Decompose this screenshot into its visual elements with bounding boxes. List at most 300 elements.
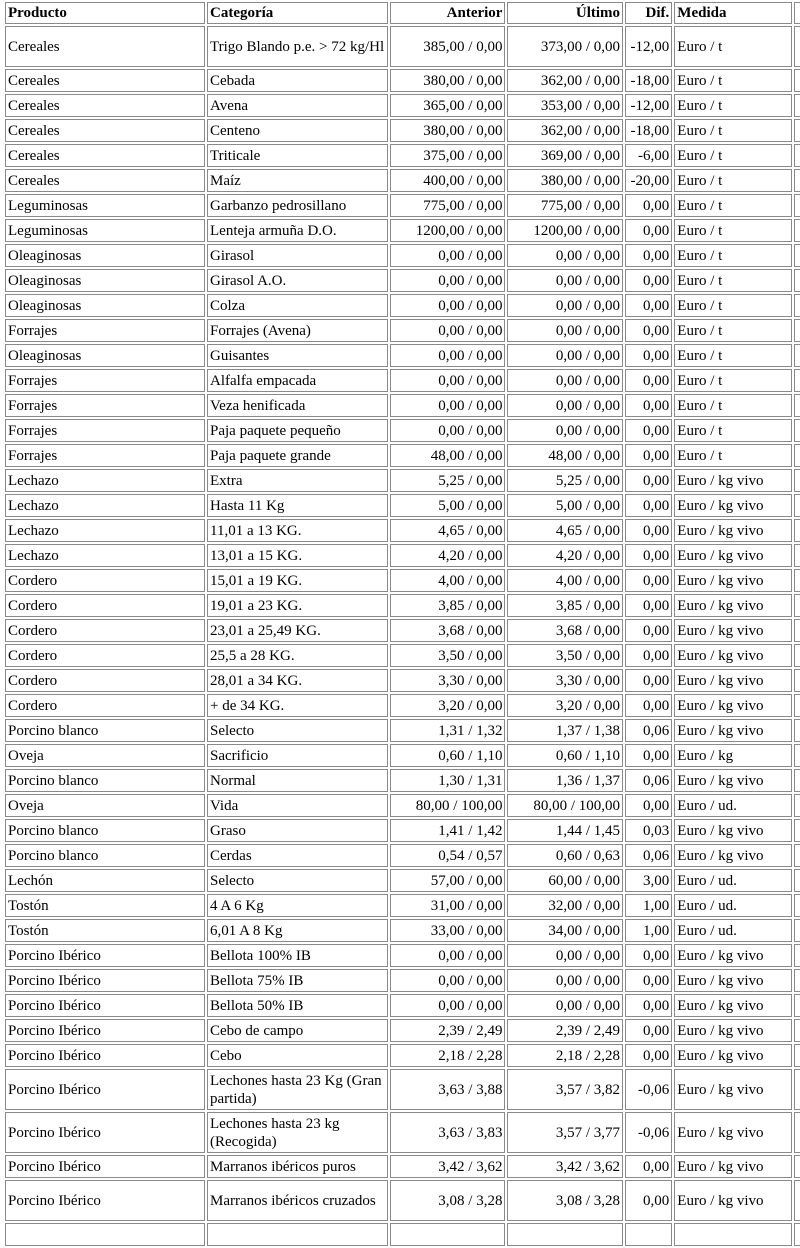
cell-dif: -12,00 — [625, 26, 672, 67]
cell-ultimo: 0,00 / 0,00 — [507, 994, 623, 1017]
cell-medida: Euro / kg vivo — [674, 944, 792, 967]
cell-categoria: Maíz — [207, 169, 388, 192]
table-row — [5, 694, 800, 717]
cell-medida — [674, 1223, 792, 1246]
cell-categoria: Triticale — [207, 144, 388, 167]
cell-anterior: 2,39 / 2,49 — [390, 1019, 506, 1042]
cell-medida: Euro / kg vivo — [674, 1155, 792, 1178]
cell-ultimo: 2,18 / 2,28 — [507, 1044, 623, 1067]
cell-extra — [794, 869, 800, 892]
cell-medida: Euro / kg vivo — [674, 719, 792, 742]
cell-anterior: 1200,00 / 0,00 — [390, 219, 506, 242]
cell-medida: Euro / t — [674, 94, 792, 117]
cell-extra — [794, 494, 800, 517]
cell-medida: Euro / kg vivo — [674, 544, 792, 567]
cell-producto: Leguminosas — [5, 194, 205, 217]
cell-dif: 0,00 — [625, 1180, 672, 1221]
cell-producto: Cereales — [5, 69, 205, 92]
cell-dif: 0,00 — [625, 419, 672, 442]
cell-categoria: Hasta 11 Kg — [207, 494, 388, 517]
cell-categoria: Guisantes — [207, 344, 388, 367]
cell-categoria: 13,01 a 15 KG. — [207, 544, 388, 567]
cell-producto: Porcino Ibérico — [5, 1155, 205, 1178]
cell-dif: 0,00 — [625, 444, 672, 467]
cell-extra — [794, 519, 800, 542]
cell-categoria: Avena — [207, 94, 388, 117]
cell-medida: Euro / t — [674, 419, 792, 442]
table-row — [5, 319, 800, 342]
cell-dif: -20,00 — [625, 169, 672, 192]
cell-categoria: 11,01 a 13 KG. — [207, 519, 388, 542]
cell-producto: Tostón — [5, 894, 205, 917]
table-row — [5, 444, 800, 467]
cell-anterior: 57,00 / 0,00 — [390, 869, 506, 892]
cell-ultimo: 3,57 / 3,82 — [507, 1069, 623, 1110]
cell-dif: 0,00 — [625, 469, 672, 492]
cell-medida: Euro / t — [674, 144, 792, 167]
table-row — [5, 119, 800, 142]
cell-producto: Cordero — [5, 694, 205, 717]
cell-producto: Porcino blanco — [5, 769, 205, 792]
cell-extra — [794, 594, 800, 617]
cell-ultimo: 1,44 / 1,45 — [507, 819, 623, 842]
cell-anterior: 375,00 / 0,00 — [390, 144, 506, 167]
table-row — [5, 144, 800, 167]
header-ultimo: Último — [507, 2, 623, 24]
cell-dif: 0,00 — [625, 694, 672, 717]
cell-categoria: Cebo — [207, 1044, 388, 1067]
header-medida: Medida — [674, 2, 792, 24]
cell-ultimo: 3,42 / 3,62 — [507, 1155, 623, 1178]
cell-categoria: Alfalfa empacada — [207, 369, 388, 392]
table-row — [5, 819, 800, 842]
cell-medida: Euro / t — [674, 294, 792, 317]
header-anterior: Anterior — [390, 2, 506, 24]
cell-ultimo: 3,85 / 0,00 — [507, 594, 623, 617]
cell-ultimo: 1,37 / 1,38 — [507, 719, 623, 742]
table-row — [5, 619, 800, 642]
cell-anterior: 1,30 / 1,31 — [390, 769, 506, 792]
cell-categoria: Trigo Blando p.e. > 72 kg/Hl — [207, 26, 388, 67]
cell-extra — [794, 119, 800, 142]
cell-dif: -6,00 — [625, 144, 672, 167]
cell-anterior: 3,63 / 3,88 — [390, 1069, 506, 1110]
cell-medida: Euro / t — [674, 319, 792, 342]
cell-ultimo: 0,00 / 0,00 — [507, 269, 623, 292]
cell-categoria: Extra — [207, 469, 388, 492]
table-row — [5, 769, 800, 792]
table-row — [5, 1069, 800, 1110]
table-row — [5, 194, 800, 217]
cell-medida: Euro / ud. — [674, 794, 792, 817]
cell-medida: Euro / kg vivo — [674, 694, 792, 717]
cell-anterior: 0,00 / 0,00 — [390, 294, 506, 317]
cell-medida: Euro / kg vivo — [674, 619, 792, 642]
cell-anterior: 3,08 / 3,28 — [390, 1180, 506, 1221]
cell-categoria: Marranos ibéricos puros — [207, 1155, 388, 1178]
cell-extra — [794, 1155, 800, 1178]
cell-anterior: 33,00 / 0,00 — [390, 919, 506, 942]
cell-anterior: 0,60 / 1,10 — [390, 744, 506, 767]
cell-dif: 0,00 — [625, 644, 672, 667]
cell-ultimo: 0,60 / 0,63 — [507, 844, 623, 867]
cell-anterior: 365,00 / 0,00 — [390, 94, 506, 117]
cell-anterior: 385,00 / 0,00 — [390, 26, 506, 67]
cell-ultimo: 0,00 / 0,00 — [507, 969, 623, 992]
cell-extra — [794, 26, 800, 67]
cell-ultimo: 0,00 / 0,00 — [507, 394, 623, 417]
cell-anterior: 3,50 / 0,00 — [390, 644, 506, 667]
cell-anterior: 80,00 / 100,00 — [390, 794, 506, 817]
cell-dif: 0,00 — [625, 294, 672, 317]
cell-anterior: 0,00 / 0,00 — [390, 344, 506, 367]
cell-anterior: 0,00 / 0,00 — [390, 244, 506, 267]
cell-anterior: 4,20 / 0,00 — [390, 544, 506, 567]
cell-extra — [794, 294, 800, 317]
cell-categoria: Paja paquete pequeño — [207, 419, 388, 442]
cell-categoria: Vida — [207, 794, 388, 817]
cell-medida: Euro / t — [674, 169, 792, 192]
cell-medida: Euro / ud. — [674, 919, 792, 942]
cell-medida: Euro / kg vivo — [674, 1044, 792, 1067]
header-categoria: Categoría — [207, 2, 388, 24]
cell-ultimo — [507, 1223, 623, 1246]
cell-dif: -18,00 — [625, 119, 672, 142]
cell-categoria: Lechones hasta 23 Kg (Gran partida) — [207, 1069, 388, 1110]
cell-anterior: 0,00 / 0,00 — [390, 269, 506, 292]
table-row — [5, 294, 800, 317]
cell-dif: 0,00 — [625, 369, 672, 392]
cell-producto: Porcino blanco — [5, 719, 205, 742]
cell-medida: Euro / kg vivo — [674, 1069, 792, 1110]
cell-anterior: 31,00 / 0,00 — [390, 894, 506, 917]
cell-extra — [794, 1044, 800, 1067]
cell-extra — [794, 969, 800, 992]
cell-medida: Euro / t — [674, 119, 792, 142]
cell-medida: Euro / kg vivo — [674, 994, 792, 1017]
cell-dif — [625, 1223, 672, 1246]
cell-extra — [794, 1223, 800, 1246]
cell-producto: Lechazo — [5, 494, 205, 517]
cell-ultimo: 0,60 / 1,10 — [507, 744, 623, 767]
cell-categoria: Selecto — [207, 719, 388, 742]
cell-categoria: Lechones hasta 23 kg (Recogida) — [207, 1112, 388, 1153]
cell-categoria: Selecto — [207, 869, 388, 892]
cell-ultimo: 34,00 / 0,00 — [507, 919, 623, 942]
table-row — [5, 794, 800, 817]
cell-anterior: 0,00 / 0,00 — [390, 994, 506, 1017]
cell-medida: Euro / kg vivo — [674, 1112, 792, 1153]
cell-extra — [794, 319, 800, 342]
cell-producto: Porcino Ibérico — [5, 1019, 205, 1042]
cell-producto: Cereales — [5, 94, 205, 117]
table-row — [5, 394, 800, 417]
cell-extra — [794, 844, 800, 867]
cell-ultimo: 60,00 / 0,00 — [507, 869, 623, 892]
cell-medida: Euro / ud. — [674, 894, 792, 917]
cell-medida: Euro / t — [674, 26, 792, 67]
cell-producto: Cordero — [5, 594, 205, 617]
cell-anterior: 2,18 / 2,28 — [390, 1044, 506, 1067]
cell-ultimo: 362,00 / 0,00 — [507, 69, 623, 92]
cell-extra — [794, 344, 800, 367]
cell-ultimo: 4,65 / 0,00 — [507, 519, 623, 542]
cell-extra — [794, 544, 800, 567]
cell-categoria: Bellota 50% IB — [207, 994, 388, 1017]
cell-dif: 3,00 — [625, 869, 672, 892]
cell-extra — [794, 394, 800, 417]
cell-extra — [794, 1112, 800, 1153]
cell-extra — [794, 194, 800, 217]
cell-ultimo: 0,00 / 0,00 — [507, 319, 623, 342]
table-row — [5, 919, 800, 942]
cell-categoria: Girasol — [207, 244, 388, 267]
cell-ultimo: 369,00 / 0,00 — [507, 144, 623, 167]
cell-dif: -0,06 — [625, 1112, 672, 1153]
cell-dif: 0,06 — [625, 844, 672, 867]
cell-categoria: Colza — [207, 294, 388, 317]
cell-medida: Euro / kg vivo — [674, 969, 792, 992]
cell-anterior: 0,00 / 0,00 — [390, 394, 506, 417]
cell-extra — [794, 619, 800, 642]
cell-dif: 0,00 — [625, 744, 672, 767]
cell-medida: Euro / kg vivo — [674, 594, 792, 617]
cell-medida: Euro / kg vivo — [674, 844, 792, 867]
cell-ultimo: 3,20 / 0,00 — [507, 694, 623, 717]
cell-anterior: 3,30 / 0,00 — [390, 669, 506, 692]
cell-anterior: 3,42 / 3,62 — [390, 1155, 506, 1178]
cell-medida: Euro / t — [674, 269, 792, 292]
cell-medida: Euro / kg vivo — [674, 819, 792, 842]
cell-dif: 0,00 — [625, 269, 672, 292]
cell-ultimo: 0,00 / 0,00 — [507, 294, 623, 317]
cell-medida: Euro / t — [674, 219, 792, 242]
cell-dif: 0,00 — [625, 319, 672, 342]
table-row — [5, 1019, 800, 1042]
cell-anterior: 3,68 / 0,00 — [390, 619, 506, 642]
cell-ultimo: 775,00 / 0,00 — [507, 194, 623, 217]
cell-producto: Porcino blanco — [5, 844, 205, 867]
cell-medida: Euro / kg vivo — [674, 494, 792, 517]
cell-categoria: 15,01 a 19 KG. — [207, 569, 388, 592]
header-dif: Dif. — [625, 2, 672, 24]
cell-producto: Cordero — [5, 669, 205, 692]
cell-medida: Euro / kg vivo — [674, 644, 792, 667]
table-row — [5, 644, 800, 667]
cell-dif: 0,00 — [625, 969, 672, 992]
cell-medida: Euro / kg vivo — [674, 1180, 792, 1221]
cell-medida: Euro / kg — [674, 744, 792, 767]
cell-dif: 0,03 — [625, 819, 672, 842]
cell-extra — [794, 1019, 800, 1042]
cell-producto: Forrajes — [5, 419, 205, 442]
cell-producto: Cereales — [5, 26, 205, 67]
cell-ultimo: 1200,00 / 0,00 — [507, 219, 623, 242]
table-row — [5, 169, 800, 192]
cell-medida: Euro / t — [674, 394, 792, 417]
cell-extra — [794, 719, 800, 742]
cell-producto: Oleaginosas — [5, 294, 205, 317]
cell-producto: Porcino Ibérico — [5, 1044, 205, 1067]
cell-extra — [794, 169, 800, 192]
cell-producto — [5, 1223, 205, 1246]
table-row — [5, 744, 800, 767]
cell-producto: Forrajes — [5, 319, 205, 342]
cell-producto: Porcino Ibérico — [5, 969, 205, 992]
cell-ultimo: 0,00 / 0,00 — [507, 244, 623, 267]
cell-anterior: 380,00 / 0,00 — [390, 119, 506, 142]
cell-anterior: 0,00 / 0,00 — [390, 319, 506, 342]
cell-categoria: 6,01 A 8 Kg — [207, 919, 388, 942]
cell-anterior: 4,65 / 0,00 — [390, 519, 506, 542]
table-row — [5, 669, 800, 692]
table-row — [5, 1155, 800, 1178]
cell-medida: Euro / t — [674, 344, 792, 367]
header-extra — [794, 2, 800, 24]
cell-extra — [794, 569, 800, 592]
cell-categoria: Paja paquete grande — [207, 444, 388, 467]
cell-producto: Forrajes — [5, 444, 205, 467]
table-row — [5, 719, 800, 742]
cell-producto: Porcino Ibérico — [5, 1180, 205, 1221]
cell-dif: 1,00 — [625, 919, 672, 942]
cell-categoria: Bellota 100% IB — [207, 944, 388, 967]
cell-categoria: 19,01 a 23 KG. — [207, 594, 388, 617]
cell-producto: Forrajes — [5, 369, 205, 392]
cell-extra — [794, 794, 800, 817]
cell-medida: Euro / t — [674, 69, 792, 92]
cell-producto: Lechazo — [5, 519, 205, 542]
cell-ultimo: 373,00 / 0,00 — [507, 26, 623, 67]
cell-ultimo: 5,25 / 0,00 — [507, 469, 623, 492]
cell-anterior: 4,00 / 0,00 — [390, 569, 506, 592]
cell-anterior: 0,54 / 0,57 — [390, 844, 506, 867]
cell-categoria: Garbanzo pedrosillano — [207, 194, 388, 217]
cell-anterior: 3,63 / 3,83 — [390, 1112, 506, 1153]
cell-producto: Lechón — [5, 869, 205, 892]
cell-producto: Lechazo — [5, 469, 205, 492]
cell-anterior: 0,00 / 0,00 — [390, 419, 506, 442]
cell-ultimo: 0,00 / 0,00 — [507, 369, 623, 392]
cell-extra — [794, 644, 800, 667]
cell-dif: 0,00 — [625, 1155, 672, 1178]
cell-extra — [794, 694, 800, 717]
cell-ultimo: 0,00 / 0,00 — [507, 419, 623, 442]
cell-categoria: Marranos ibéricos cruzados — [207, 1180, 388, 1221]
cell-producto: Cereales — [5, 144, 205, 167]
cell-ultimo: 380,00 / 0,00 — [507, 169, 623, 192]
cell-medida: Euro / kg vivo — [674, 519, 792, 542]
cell-extra — [794, 94, 800, 117]
cell-ultimo: 362,00 / 0,00 — [507, 119, 623, 142]
table-row — [5, 1112, 800, 1153]
cell-extra — [794, 1180, 800, 1221]
cell-producto: Oveja — [5, 744, 205, 767]
cell-extra — [794, 219, 800, 242]
cell-categoria: + de 34 KG. — [207, 694, 388, 717]
table-row — [5, 26, 800, 67]
cell-dif: 0,00 — [625, 544, 672, 567]
cell-producto: Oleaginosas — [5, 269, 205, 292]
cell-extra — [794, 469, 800, 492]
cell-producto: Cordero — [5, 644, 205, 667]
cell-categoria: 23,01 a 25,49 KG. — [207, 619, 388, 642]
cell-producto: Porcino Ibérico — [5, 994, 205, 1017]
cell-ultimo: 3,68 / 0,00 — [507, 619, 623, 642]
cell-anterior: 5,00 / 0,00 — [390, 494, 506, 517]
cell-extra — [794, 444, 800, 467]
table-row — [5, 1044, 800, 1067]
cell-extra — [794, 369, 800, 392]
table-row — [5, 894, 800, 917]
cell-anterior: 48,00 / 0,00 — [390, 444, 506, 467]
cell-dif: 0,00 — [625, 594, 672, 617]
cell-producto: Cereales — [5, 169, 205, 192]
cell-producto: Tostón — [5, 919, 205, 942]
cell-extra — [794, 994, 800, 1017]
cell-medida: Euro / kg vivo — [674, 669, 792, 692]
cell-extra — [794, 419, 800, 442]
cell-dif: 0,00 — [625, 519, 672, 542]
cell-ultimo: 4,00 / 0,00 — [507, 569, 623, 592]
cell-dif: 0,00 — [625, 494, 672, 517]
cell-producto: Cordero — [5, 619, 205, 642]
cell-ultimo: 80,00 / 100,00 — [507, 794, 623, 817]
cell-anterior: 1,31 / 1,32 — [390, 719, 506, 742]
cell-ultimo: 5,00 / 0,00 — [507, 494, 623, 517]
cell-medida: Euro / t — [674, 244, 792, 267]
cell-extra — [794, 269, 800, 292]
cell-medida: Euro / t — [674, 194, 792, 217]
cell-extra — [794, 244, 800, 267]
cell-medida: Euro / kg vivo — [674, 769, 792, 792]
table-row — [5, 344, 800, 367]
cell-anterior: 775,00 / 0,00 — [390, 194, 506, 217]
cell-ultimo: 2,39 / 2,49 — [507, 1019, 623, 1042]
cell-extra — [794, 144, 800, 167]
cell-categoria: Centeno — [207, 119, 388, 142]
cell-dif: 0,00 — [625, 194, 672, 217]
cell-ultimo: 48,00 / 0,00 — [507, 444, 623, 467]
cell-anterior: 0,00 / 0,00 — [390, 944, 506, 967]
cell-dif: 0,00 — [625, 394, 672, 417]
cell-anterior: 0,00 / 0,00 — [390, 369, 506, 392]
cell-producto: Cereales — [5, 119, 205, 142]
cell-medida: Euro / t — [674, 444, 792, 467]
cell-dif: 0,00 — [625, 569, 672, 592]
cell-dif: 0,00 — [625, 219, 672, 242]
cell-categoria: Lenteja armuña D.O. — [207, 219, 388, 242]
cell-ultimo: 1,36 / 1,37 — [507, 769, 623, 792]
cell-categoria: Forrajes (Avena) — [207, 319, 388, 342]
cell-anterior: 5,25 / 0,00 — [390, 469, 506, 492]
table-row — [5, 869, 800, 892]
cell-categoria: Sacrificio — [207, 744, 388, 767]
table-header-row — [5, 2, 800, 24]
cell-medida: Euro / ud. — [674, 869, 792, 892]
cell-producto: Forrajes — [5, 394, 205, 417]
cell-ultimo: 0,00 / 0,00 — [507, 944, 623, 967]
cell-dif: 0,00 — [625, 944, 672, 967]
cell-anterior: 3,85 / 0,00 — [390, 594, 506, 617]
cell-extra — [794, 944, 800, 967]
cell-anterior: 3,20 / 0,00 — [390, 694, 506, 717]
cell-categoria: Veza henificada — [207, 394, 388, 417]
cell-anterior — [390, 1223, 506, 1246]
cell-ultimo: 4,20 / 0,00 — [507, 544, 623, 567]
cell-extra — [794, 1069, 800, 1110]
table-row — [5, 594, 800, 617]
